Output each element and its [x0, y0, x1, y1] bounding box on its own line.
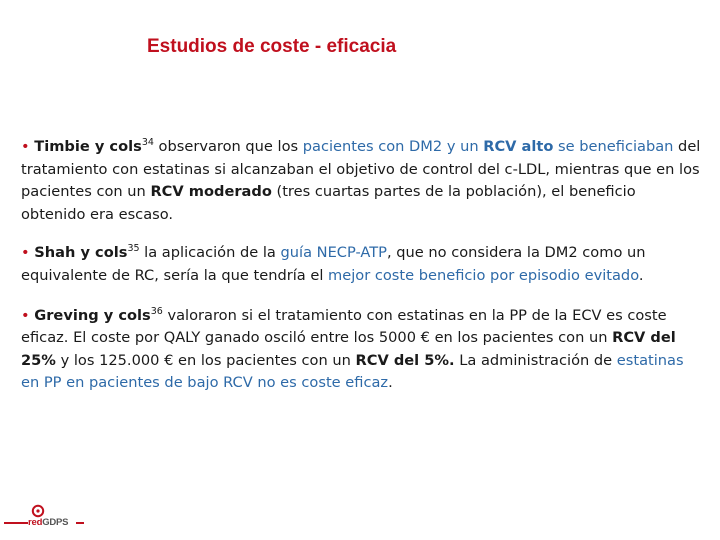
redgdps-logo — [4, 503, 84, 537]
bold-text: RCV del 25% — [21, 329, 676, 369]
reference-number: 35 — [127, 243, 140, 255]
text-segment: La administración de — [454, 351, 617, 369]
highlight-text: pacientes con DM2 y un — [302, 138, 484, 155]
bullet-item-greving — [21, 305, 701, 395]
reference-number: 34 — [141, 137, 154, 149]
highlight-text: estatinas en PP en pacientes de bajo RCV no es coste eficaz — [21, 351, 684, 392]
author-citation: Shah y cols — [34, 244, 128, 262]
logo-divider-line — [4, 522, 28, 524]
bullet-marker: • — [21, 138, 30, 155]
author-citation: Greving y cols — [34, 306, 151, 324]
slide-title: Estudios de coste - eficacia — [147, 36, 397, 57]
text-segment: y los 125.000 € en los pacientes con un — [55, 351, 356, 369]
highlight-bold-text: RCV alto — [483, 138, 554, 155]
bold-text: RCV moderado — [150, 183, 272, 201]
text-segment: valoraron si el tratamiento con estatinas en la PP de la ECV es coste eficaz. El coste por QALY ganado osciló entre los 5000 € en los pacientes con un — [21, 306, 667, 347]
reference-number: 36 — [150, 305, 163, 317]
bullet-list — [21, 136, 701, 395]
highlight-text: guía NECP-ATP — [280, 244, 387, 262]
text-segment: . — [388, 374, 393, 392]
bullet-marker: • — [21, 306, 30, 324]
author-citation: Timbie y cols — [34, 138, 142, 155]
text-segment: (tres cuartas partes de la población), el beneficio obtenido era escaso. — [21, 183, 636, 223]
highlight-text: se beneficiaban — [553, 138, 674, 155]
text-segment: observaron que los — [153, 138, 303, 155]
text-segment: , que no considera la DM2 como un equivalente de RC, sería la que tendría el — [21, 244, 646, 284]
highlight-text: mejor coste beneficio por episodio evitado — [328, 266, 639, 284]
logo-divider-line — [76, 522, 84, 524]
text-segment: la aplicación de la — [139, 244, 281, 262]
text-segment: . — [638, 266, 644, 284]
bullet-item-shah — [21, 242, 701, 287]
bullet-item-timbie — [21, 136, 701, 226]
bold-text: RCV del 5%. — [355, 351, 455, 369]
text-segment: del tratamiento con estatinas si alcanzaban el objetivo de control del c-LDL, mientras que en los pacientes con un — [21, 138, 701, 201]
logo-text: redGDPS — [28, 517, 69, 528]
bullet-marker: • — [21, 244, 30, 262]
